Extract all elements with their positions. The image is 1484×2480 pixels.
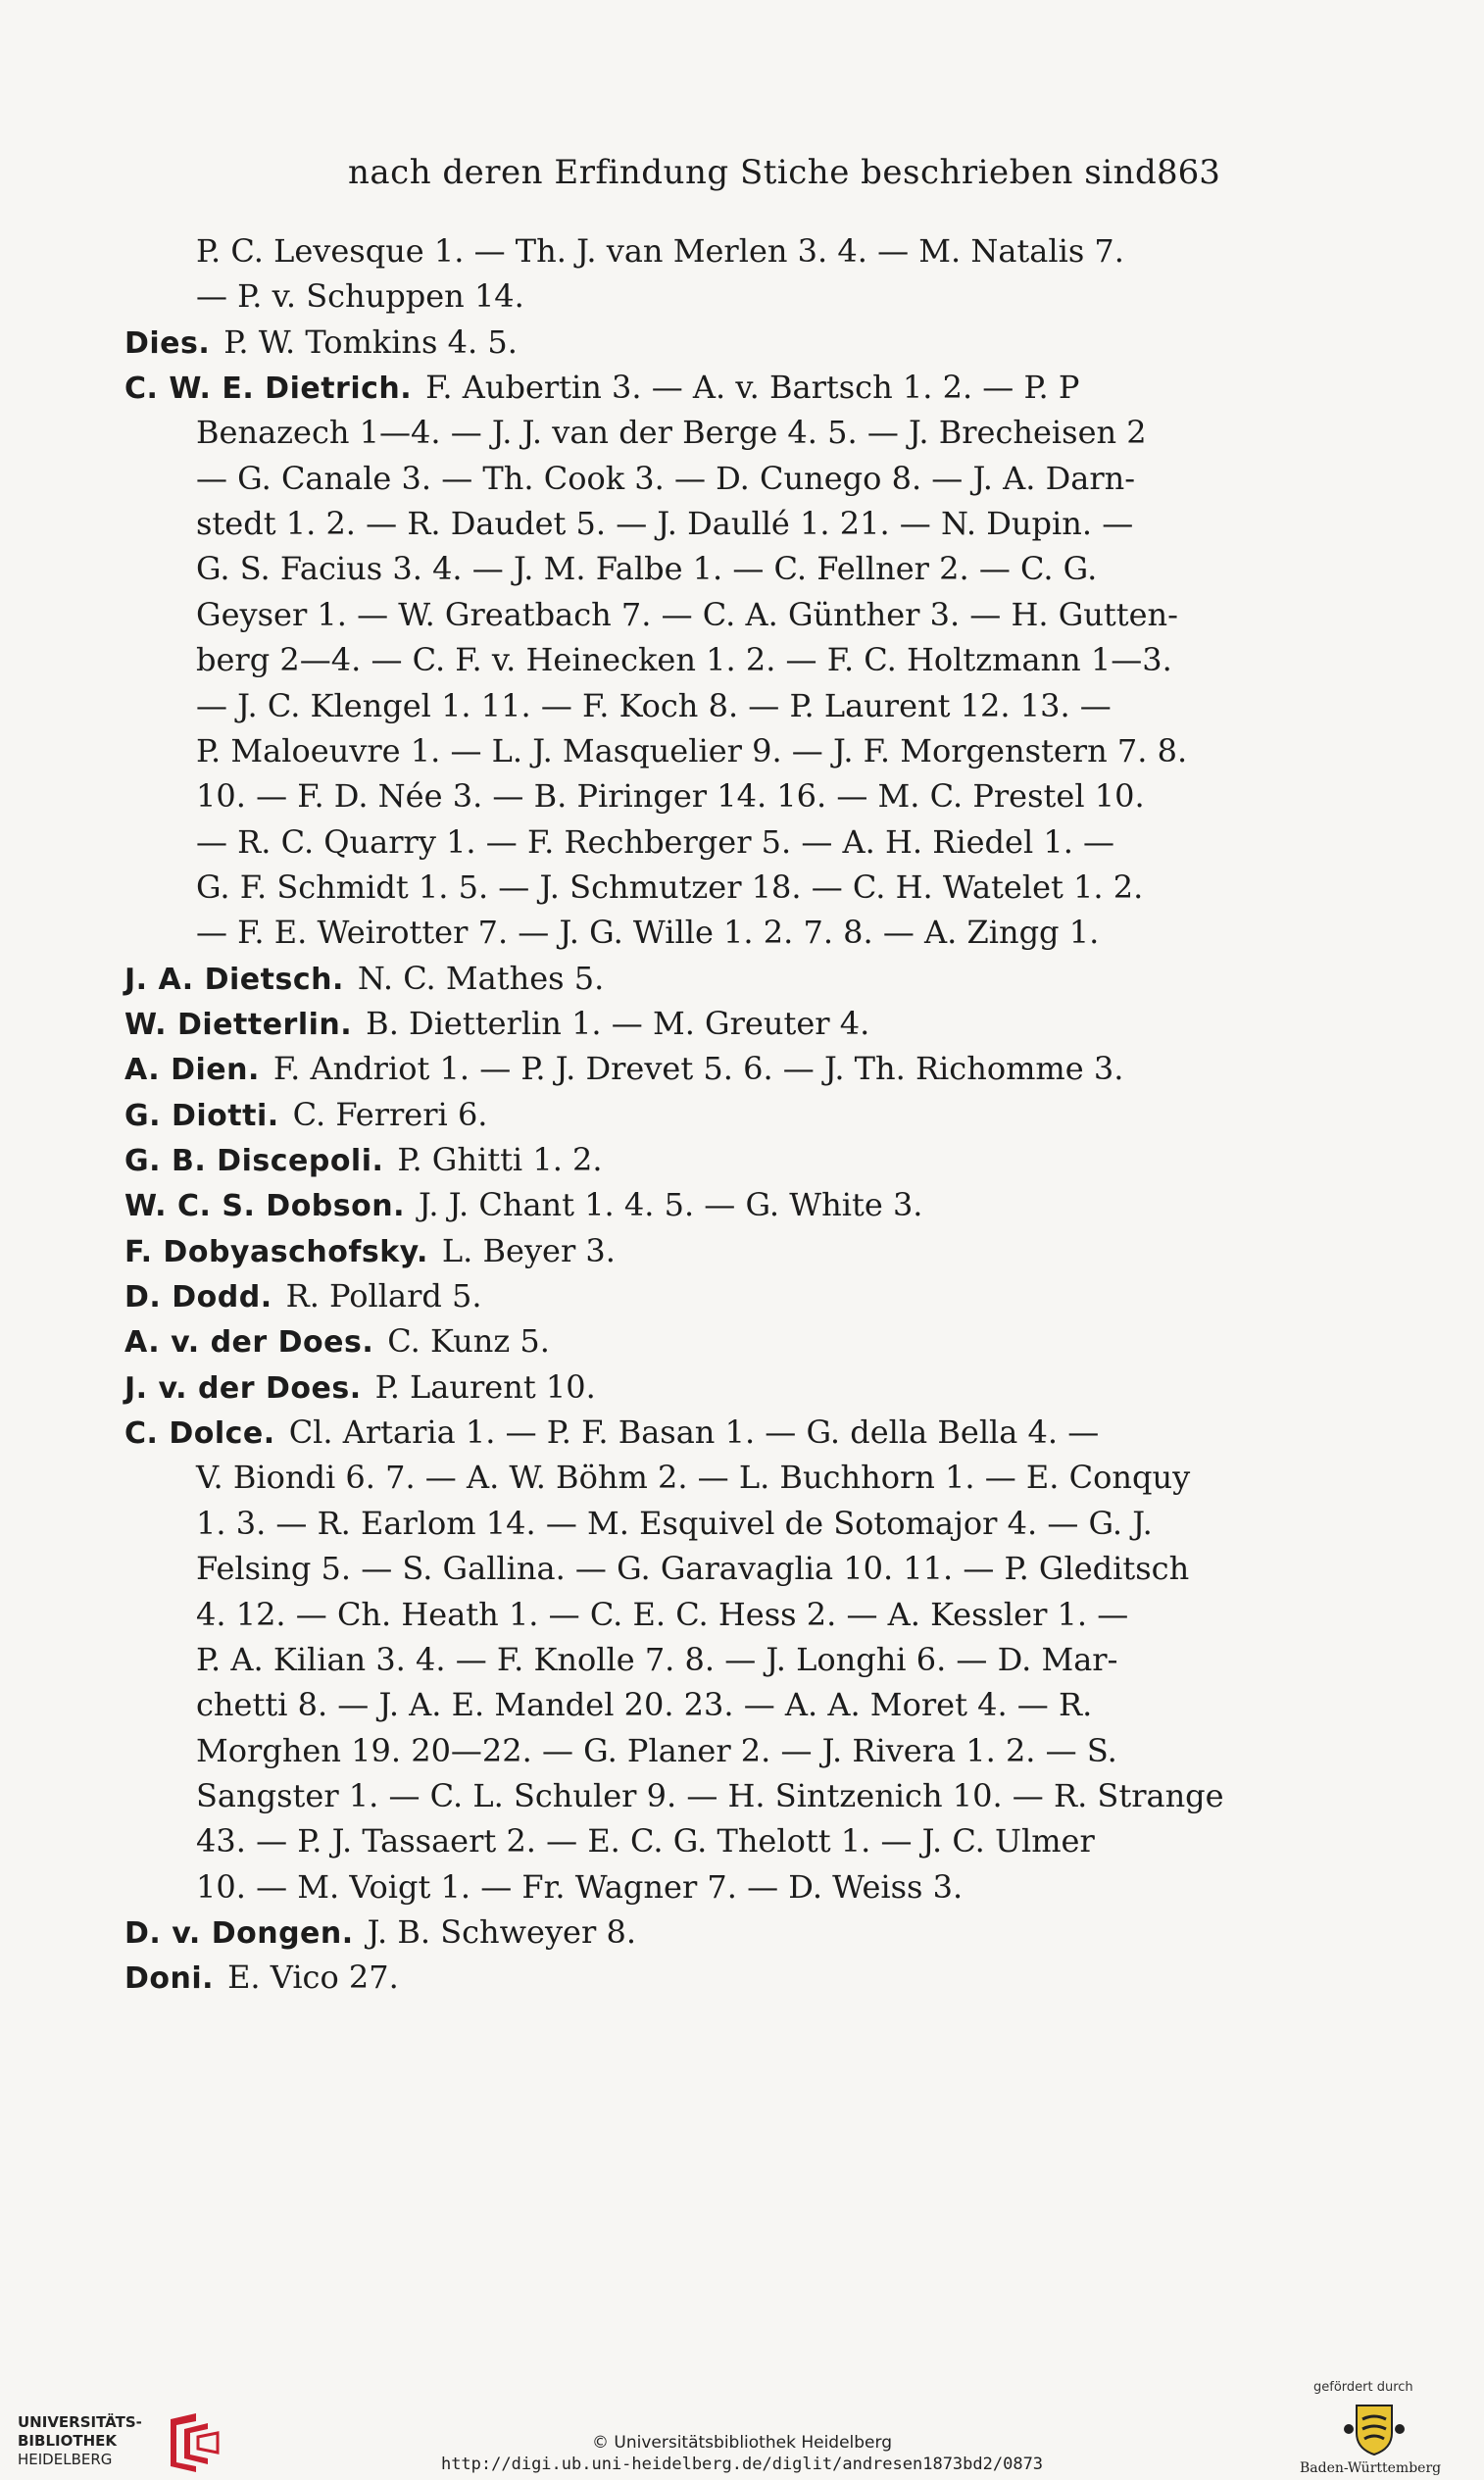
engraver-list: R. Pollard 5. xyxy=(285,1277,482,1314)
artist-name: J. v. der Does. xyxy=(124,1371,362,1406)
engraver-list: F. Andriot 1. — P. J. Drevet 5. 6. — J. Th. Richomme 3. xyxy=(272,1050,1124,1087)
engraver-list: 1. 3. — R. Earlom 14. — M. Esquivel de Sotomajor 4. — G. J. xyxy=(196,1505,1153,1542)
index-entry xyxy=(124,365,1079,410)
index-entry xyxy=(124,1228,616,1273)
engraver-list: P. Ghitti 1. 2. xyxy=(397,1141,603,1178)
running-title: nach deren Erfindung Stiche beschrieben sind. xyxy=(348,153,1168,192)
engraver-list: B. Dietterlin 1. — M. Greuter 4. xyxy=(366,1005,870,1042)
engraver-list: Sangster 1. — C. L. Schuler 9. — H. Sintzenich 10. — R. Strange xyxy=(196,1777,1224,1814)
engraver-list: — J. C. Klengel 1. 11. — F. Koch 8. — P. Laurent 12. 13. — xyxy=(196,687,1112,724)
index-entry xyxy=(124,1273,482,1318)
engraver-list: 4. 12. — Ch. Heath 1. — C. E. C. Hess 2. — A. Kessler 1. — xyxy=(196,1596,1129,1633)
engraver-list: N. C. Mathes 5. xyxy=(357,960,605,997)
engraver-list: — G. Canale 3. — Th. Cook 3. — D. Cunego 8. — J. A. Darn- xyxy=(196,460,1136,497)
engraver-list: P. C. Levesque 1. — Th. J. van Merlen 3. 4. — M. Natalis 7. xyxy=(196,232,1124,270)
engraver-list: L. Beyer 3. xyxy=(441,1232,616,1269)
artist-name: J. A. Dietsch. xyxy=(124,963,344,997)
artist-name: A. v. der Does. xyxy=(124,1325,374,1360)
index-entry xyxy=(124,1910,636,1955)
artist-name: C. W. E. Dietrich. xyxy=(124,372,413,406)
library-logo-text: UNIVERSITÄTS- BIBLIOTHEK HEIDELBERG xyxy=(18,2413,142,2468)
engraver-list: stedt 1. 2. — R. Daudet 5. — J. Daullé 1. 21. — N. Dupin. — xyxy=(196,505,1134,542)
index-entry-continuation xyxy=(196,728,1187,773)
index-entry-continuation xyxy=(196,501,1133,546)
engraver-list: — P. v. Schuppen 14. xyxy=(196,277,524,315)
index-entry xyxy=(124,1182,922,1227)
index-entry-continuation xyxy=(196,456,1135,501)
artist-name: D. Dodd. xyxy=(124,1280,272,1314)
sponsor-label: gefördert durch xyxy=(1313,2380,1413,2395)
index-entry-continuation xyxy=(196,410,1147,455)
engraver-list: 43. — P. J. Tassaert 2. — E. C. G. Thelott 1. — J. C. Ulmer xyxy=(196,1822,1095,1860)
artist-name: C. Dolce. xyxy=(124,1416,275,1451)
index-entry-continuation xyxy=(196,1864,963,1910)
engraver-list: J. B. Schweyer 8. xyxy=(367,1913,636,1951)
engraver-list: G. F. Schmidt 1. 5. — J. Schmutzer 18. — C. H. Watelet 1. 2. xyxy=(196,868,1144,906)
artist-name: G. B. Discepoli. xyxy=(124,1144,384,1178)
copyright-text: © Universitätsbibliothek Heidelberg xyxy=(591,2433,892,2453)
index-entry xyxy=(124,320,518,365)
engraver-list: 10. — F. D. Née 3. — B. Piringer 14. 16. — M. C. Prestel 10. xyxy=(196,777,1145,815)
artist-name: D. v. Dongen. xyxy=(124,1916,354,1951)
sponsor-name: Baden-Württemberg xyxy=(1300,2460,1442,2476)
engraver-list: Benazech 1—4. — J. J. van der Berge 4. 5. — J. Brecheisen 2 xyxy=(196,414,1147,451)
engraver-list: G. S. Facius 3. 4. — J. M. Falbe 1. — C. Fellner 2. — C. G. xyxy=(196,550,1098,587)
index-entry-continuation xyxy=(196,637,1172,682)
engraver-list: E. Vico 27. xyxy=(227,1959,399,1996)
engraver-list: 10. — M. Voigt 1. — Fr. Wagner 7. — D. Weiss 3. xyxy=(196,1868,964,1906)
index-entry-continuation xyxy=(196,773,1145,818)
engraver-list: V. Biondi 6. 7. — A. W. Böhm 2. — L. Buchhorn 1. — E. Conquy xyxy=(196,1459,1191,1496)
engraver-list: chetti 8. — J. A. E. Mandel 20. 23. — A. A. Moret 4. — R. xyxy=(196,1686,1093,1723)
state-seal-icon xyxy=(1343,2400,1406,2458)
index-entry-continuation xyxy=(196,592,1178,637)
index-entry-continuation xyxy=(196,819,1114,865)
engraver-list: Cl. Artaria 1. — P. F. Basan 1. — G. della Bella 4. — xyxy=(288,1414,1100,1451)
index-entry-continuation xyxy=(196,273,524,319)
index-entry xyxy=(124,1410,1099,1455)
index-entry-continuation xyxy=(196,1637,1117,1682)
engraver-list: Morghen 19. 20—22. — G. Planer 2. — J. Rivera 1. 2. — S. xyxy=(196,1732,1117,1769)
index-entry-continuation xyxy=(196,910,1099,955)
source-url-link[interactable]: http://digi.ub.uni-heidelberg.de/diglit/andresen1873bd2/0873 xyxy=(440,2455,1044,2474)
engraver-list: P. Laurent 10. xyxy=(374,1368,596,1406)
engraver-list: berg 2—4. — C. F. v. Heinecken 1. 2. — F. C. Holtzmann 1—3. xyxy=(196,641,1172,678)
index-entry xyxy=(124,1955,399,2000)
page-number: 863 xyxy=(1157,153,1220,192)
engraver-list: C. Kunz 5. xyxy=(387,1322,550,1360)
artist-name: A. Dien. xyxy=(124,1053,260,1087)
engraver-list: P. W. Tomkins 4. 5. xyxy=(223,323,518,361)
artist-name: G. Diotti. xyxy=(124,1099,279,1133)
index-entry xyxy=(124,1364,596,1410)
footer xyxy=(0,2343,1484,2480)
artist-name: F. Dobyaschofsky. xyxy=(124,1235,428,1269)
artist-name: Doni. xyxy=(124,1961,215,1996)
index-entry xyxy=(124,1092,487,1137)
index-entry-continuation xyxy=(196,1501,1153,1546)
index-entry-continuation xyxy=(196,1818,1095,1863)
index-entry-continuation xyxy=(196,1455,1190,1500)
index-entry-continuation xyxy=(196,865,1143,910)
index-entry xyxy=(124,1001,869,1046)
index-entry-continuation xyxy=(196,228,1124,273)
index-entry xyxy=(124,1137,603,1182)
engraver-list: F. Aubertin 3. — A. v. Bartsch 1. 2. — P. P xyxy=(425,369,1080,406)
artist-name: W. Dietterlin. xyxy=(124,1008,353,1042)
engraver-list: P. Maloeuvre 1. — L. J. Masquelier 9. — J. F. Morgenstern 7. 8. xyxy=(196,732,1188,769)
page-header xyxy=(0,153,1484,204)
engraver-list: C. Ferreri 6. xyxy=(292,1096,488,1133)
index-entry xyxy=(124,1046,1123,1091)
engraver-list: — F. E. Weirotter 7. — J. G. Wille 1. 2. 7. 8. — A. Zingg 1. xyxy=(196,914,1100,951)
index-entry-continuation xyxy=(196,1592,1128,1637)
engraver-list: J. J. Chant 1. 4. 5. — G. White 3. xyxy=(419,1186,923,1223)
index-entry-continuation xyxy=(196,1682,1092,1727)
engraver-list: — R. C. Quarry 1. — F. Rechberger 5. — A. H. Riedel 1. — xyxy=(196,823,1115,861)
artist-name: Dies. xyxy=(124,326,211,361)
artist-name: W. C. S. Dobson. xyxy=(124,1189,405,1223)
index-entry xyxy=(124,956,604,1001)
index-entry-continuation xyxy=(196,546,1097,591)
index-entry xyxy=(124,1318,550,1364)
engraver-list: P. A. Kilian 3. 4. — F. Knolle 7. 8. — J. Longhi 6. — D. Mar- xyxy=(196,1641,1118,1678)
index-entry-continuation xyxy=(196,1546,1189,1591)
engraver-list: Geyser 1. — W. Greatbach 7. — C. A. Günther 3. — H. Gutten- xyxy=(196,596,1178,633)
engraver-list: Felsing 5. — S. Gallina. — G. Garavaglia 10. 11. — P. Gleditsch xyxy=(196,1550,1190,1587)
index-entry-continuation xyxy=(196,1728,1117,1773)
index-entry-continuation xyxy=(196,683,1112,728)
index-entry-continuation xyxy=(196,1773,1224,1818)
